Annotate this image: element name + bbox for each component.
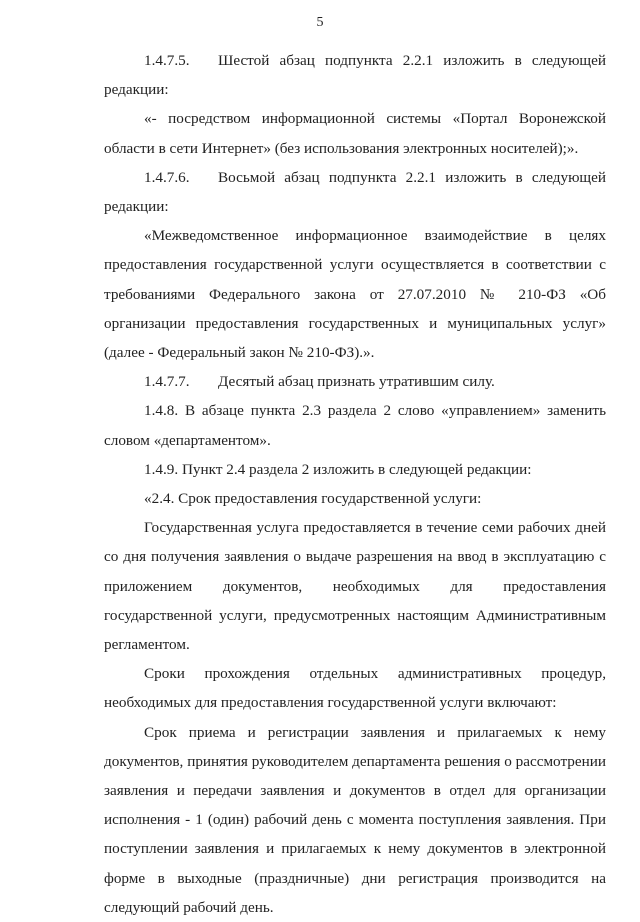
paragraph-1-4-7-6 [104,163,606,221]
paragraph-text: 1.4.8. В абзаце пункта 2.3 раздела 2 слово «управлением» заменить словом «департаментом». [104,402,606,449]
page-number: 5 [316,15,324,30]
item-number: 1.4.7.7. [144,373,190,391]
paragraph-text: 1.4.9. Пункт 2.4 раздела 2 изложить в следующей редакции: [144,460,532,478]
paragraph-quoted-interaction [104,221,606,367]
paragraph-registration-term [104,718,606,922]
paragraph-text: Восьмой абзац подпункта 2.2.1 изложить в следующей редакции: [104,168,606,216]
paragraph-text: Десятый абзац признать утратившим силу. [218,373,495,391]
document-body [104,46,606,922]
paragraph-service-term [104,513,606,659]
paragraph-text: Государственная услуга предоставляется в течение семи рабочих дней со дня получения заявления о выдаче разрешения на ввод в эксплуатацию с приложением документов, необходимых для предоставления государственной услуги, предусмотренных настоящим Административным регламентом. [104,519,606,654]
paragraph-procedure-terms [104,659,606,717]
paragraph-text: Сроки прохождения отдельных административных процедур, необходимых для предоставления государственной услуги включают: [104,665,606,712]
paragraph-1-4-9 [104,455,606,484]
paragraph-quoted-portal [104,104,606,162]
paragraph-2-4-heading [104,484,606,513]
paragraph-text: «- посредством информационной системы «Портал Воронежской области в сети Интернет» (без использования электронных носителей);». [104,110,606,157]
paragraph-1-4-7-7 [104,367,606,396]
paragraph-text: «Межведомственное информационное взаимодействие в целях предоставления государственной услуги осуществляется в соответствии с требованиями Федерального закона от 27.07.2010 № 210-ФЗ «Об организации предоставления государственных и муниципальных услуг» (далее - Федеральный закон № 210-ФЗ).». [104,227,606,362]
paragraph-text: Шестой абзац подпункта 2.2.1 изложить в следующей редакции: [104,52,606,99]
paragraph-1-4-7-5 [104,46,606,104]
paragraph-text: Срок приема и регистрации заявления и прилагаемых к нему документов, принятия руководителем департамента решения о рассмотрении заявления и передачи заявления и документов в отдел для организации исполнения - 1 (один) рабочий день с момента поступления заявления. При поступлении заявления и прилагаемых к нему документов в электронной форме в выходные (праздничные) дни регистрация производится на следующий рабочий день. [104,723,606,916]
item-number: 1.4.7.6. [144,168,190,186]
paragraph-1-4-8 [104,396,606,454]
paragraph-text: «2.4. Срок предоставления государственной услуги: [144,490,482,508]
item-number: 1.4.7.5. [144,52,190,69]
